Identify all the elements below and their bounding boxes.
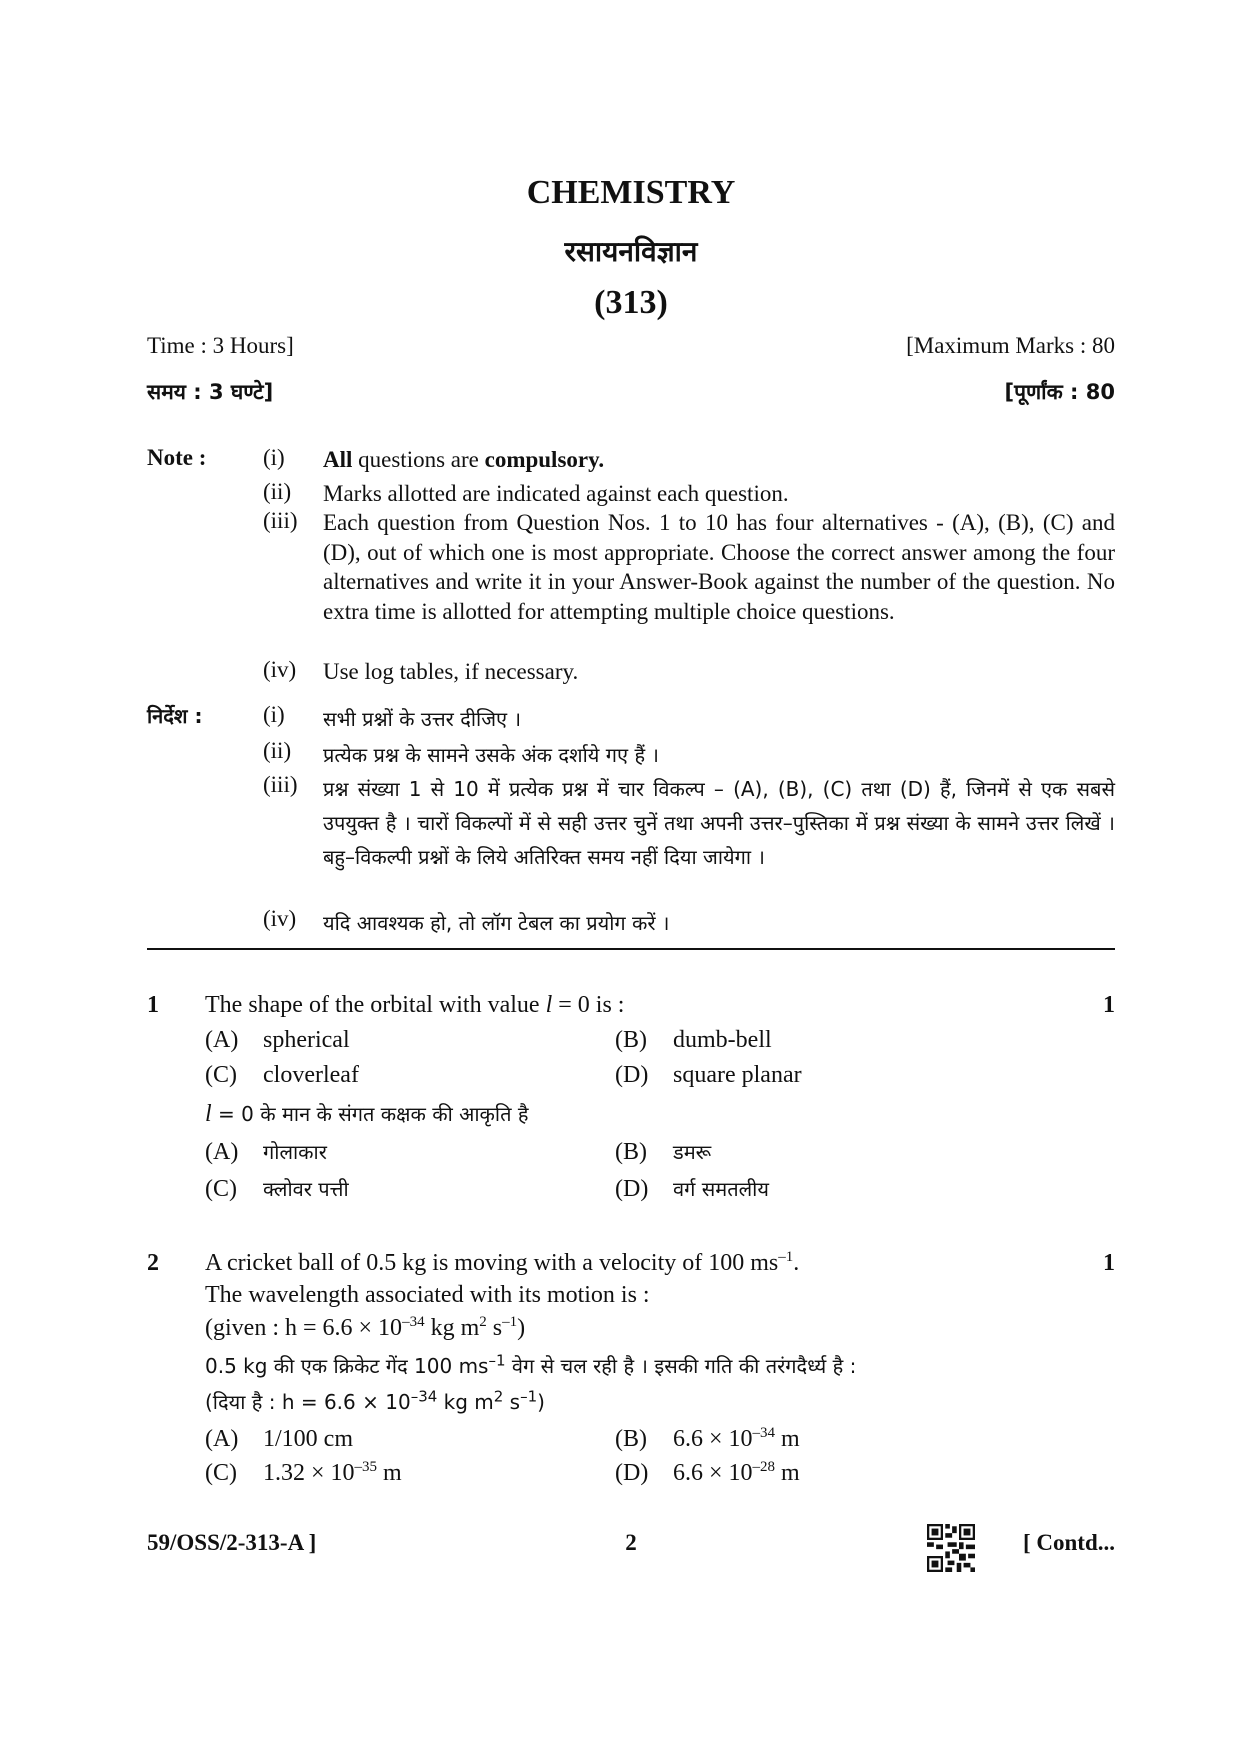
option-b: (B) $6.6 \times 10^{-34}$ m: [615, 1425, 800, 1452]
option-b-hindi: (B) डमरू: [615, 1139, 712, 1165]
note-number: (iv): [263, 906, 297, 931]
exam-page: [147, 0, 1115, 1753]
note-item: [263, 479, 1115, 509]
note-text: प्रत्येक प्रश्न के सामने उसके अंक दर्शाये गए हैं ।: [323, 743, 659, 767]
qr-code-icon: [927, 1524, 975, 1572]
time-marks-row-hindi: [147, 378, 1115, 406]
note-number: (iii): [263, 508, 298, 533]
time-label: Time : 3 Hours]: [147, 333, 294, 358]
note-item: [263, 508, 1115, 626]
note-number: (ii): [263, 738, 292, 763]
note-text: सभी प्रश्नों के उत्तर दीजिए ।: [323, 707, 522, 731]
note-number: (i): [263, 702, 285, 727]
question-text-hindi: 0.5 kg की एक क्रिकेट गेंद 100 $ms^{-1}$ वेग से चल रही है । इसकी गति की तरंगदैर्ध्य है :: [205, 1351, 857, 1378]
option-c-hindi: (C) क्लोवर पत्ती: [205, 1176, 349, 1202]
note-text: Each question from Question Nos. 1 to 10 has four alternatives - (A), (B), (C) and (D), out of which one is most appropriate. Choose the correct answer among the four alternatives and write it in your Answer-Book against the number of the question. No extra time is allotted for attempting multiple choice questions.: [323, 510, 1115, 624]
subject-code: (313): [594, 284, 668, 321]
page-number: 2: [625, 1530, 637, 1555]
time-marks-row: [147, 333, 1115, 359]
note-label: Note :: [147, 445, 207, 470]
option-d-hindi: (D) वर्ग समतलीय: [615, 1176, 769, 1202]
note-item: [263, 738, 1115, 772]
note-number: (i): [263, 445, 285, 470]
divider: [147, 948, 1115, 950]
given-constant-hindi: (दिया है : $h = 6.6 \times 10^{-34}$ kg $m^2$ $s^{-1}$): [205, 1387, 545, 1414]
subject-title-hindi: रसायनविज्ञान: [564, 235, 698, 268]
note-text: All questions are compulsory.: [323, 447, 605, 472]
note-number: (ii): [263, 479, 292, 504]
subject-title: CHEMISTRY: [526, 174, 736, 211]
note-item: [263, 657, 1115, 687]
option-d: (D) $6.6 \times 10^{-28}$ m: [615, 1459, 800, 1486]
note-item: [263, 772, 1115, 874]
option-a-hindi: (A) गोलाकार: [205, 1139, 327, 1165]
question-text-hindi: l = 0 के मान के संगत कक्षक की आकृति है: [205, 1101, 529, 1127]
time-label-hindi: समय : 3 घण्टे]: [147, 380, 274, 404]
note-item: [263, 906, 1115, 940]
question-text-line2: The wavelength associated with its motion is :: [205, 1282, 650, 1308]
note-number: (iv): [263, 657, 297, 682]
page-footer: [147, 1524, 1115, 1574]
given-constant: (given : $h = 6.6 \times 10^{-34}$ kg $m^2$ $s^{-1}$): [205, 1314, 526, 1341]
option-d: (D) square planar: [615, 1062, 802, 1088]
question-text: The shape of the orbital with value l = 0 is :: [205, 992, 625, 1018]
question-number: 2: [147, 1250, 159, 1276]
question-marks: 1: [1103, 1250, 1115, 1276]
option-b: (B) dumb-bell: [615, 1027, 772, 1053]
question-marks: 1: [1103, 992, 1115, 1018]
note-text: यदि आवश्यक हो, तो लॉग टेबल का प्रयोग करें ।: [323, 911, 670, 935]
note-text: प्रश्न संख्या 1 से 10 में प्रत्येक प्रश्न में चार विकल्प – (A), (B), (C) तथा (D) हैं, जिनमें से एक सबसे उपयुक्त है । चारों विकल्पों में से सही उत्तर चुनें तथा अपनी उत्तर–पुस्तिका में प्रश्न संख्या के सामने उत्तर लिखें । बहु–विकल्पी प्रश्नों के लिये अतिरिक्त समय नहीं दिया जायेगा ।: [323, 777, 1115, 869]
option-c: (C) $1.32 \times 10^{-35}$ m: [205, 1459, 402, 1486]
max-marks-label: [Maximum Marks : 80: [906, 333, 1115, 358]
max-marks-label-hindi: [पूर्णांक : 80: [1004, 380, 1115, 404]
option-a: (A) 1/100 cm: [205, 1426, 353, 1452]
note-text: Marks allotted are indicated against each question.: [323, 481, 789, 506]
question-number: 1: [147, 992, 159, 1018]
question-text: A cricket ball of 0.5 kg is moving with a velocity of 100 $ms^{-1}$.: [205, 1249, 800, 1276]
note-item: [263, 445, 1115, 475]
note-label-hindi: निर्देश :: [147, 704, 203, 728]
note-number: (iii): [263, 772, 298, 797]
option-c: (C) cloverleaf: [205, 1062, 359, 1088]
continued-label: [ Contd...: [1022, 1530, 1115, 1555]
note-item: [263, 702, 1115, 736]
option-a: (A) spherical: [205, 1027, 350, 1053]
note-text: Use log tables, if necessary.: [323, 659, 579, 684]
paper-code: 59/OSS/2-313-A ]: [147, 1530, 317, 1555]
